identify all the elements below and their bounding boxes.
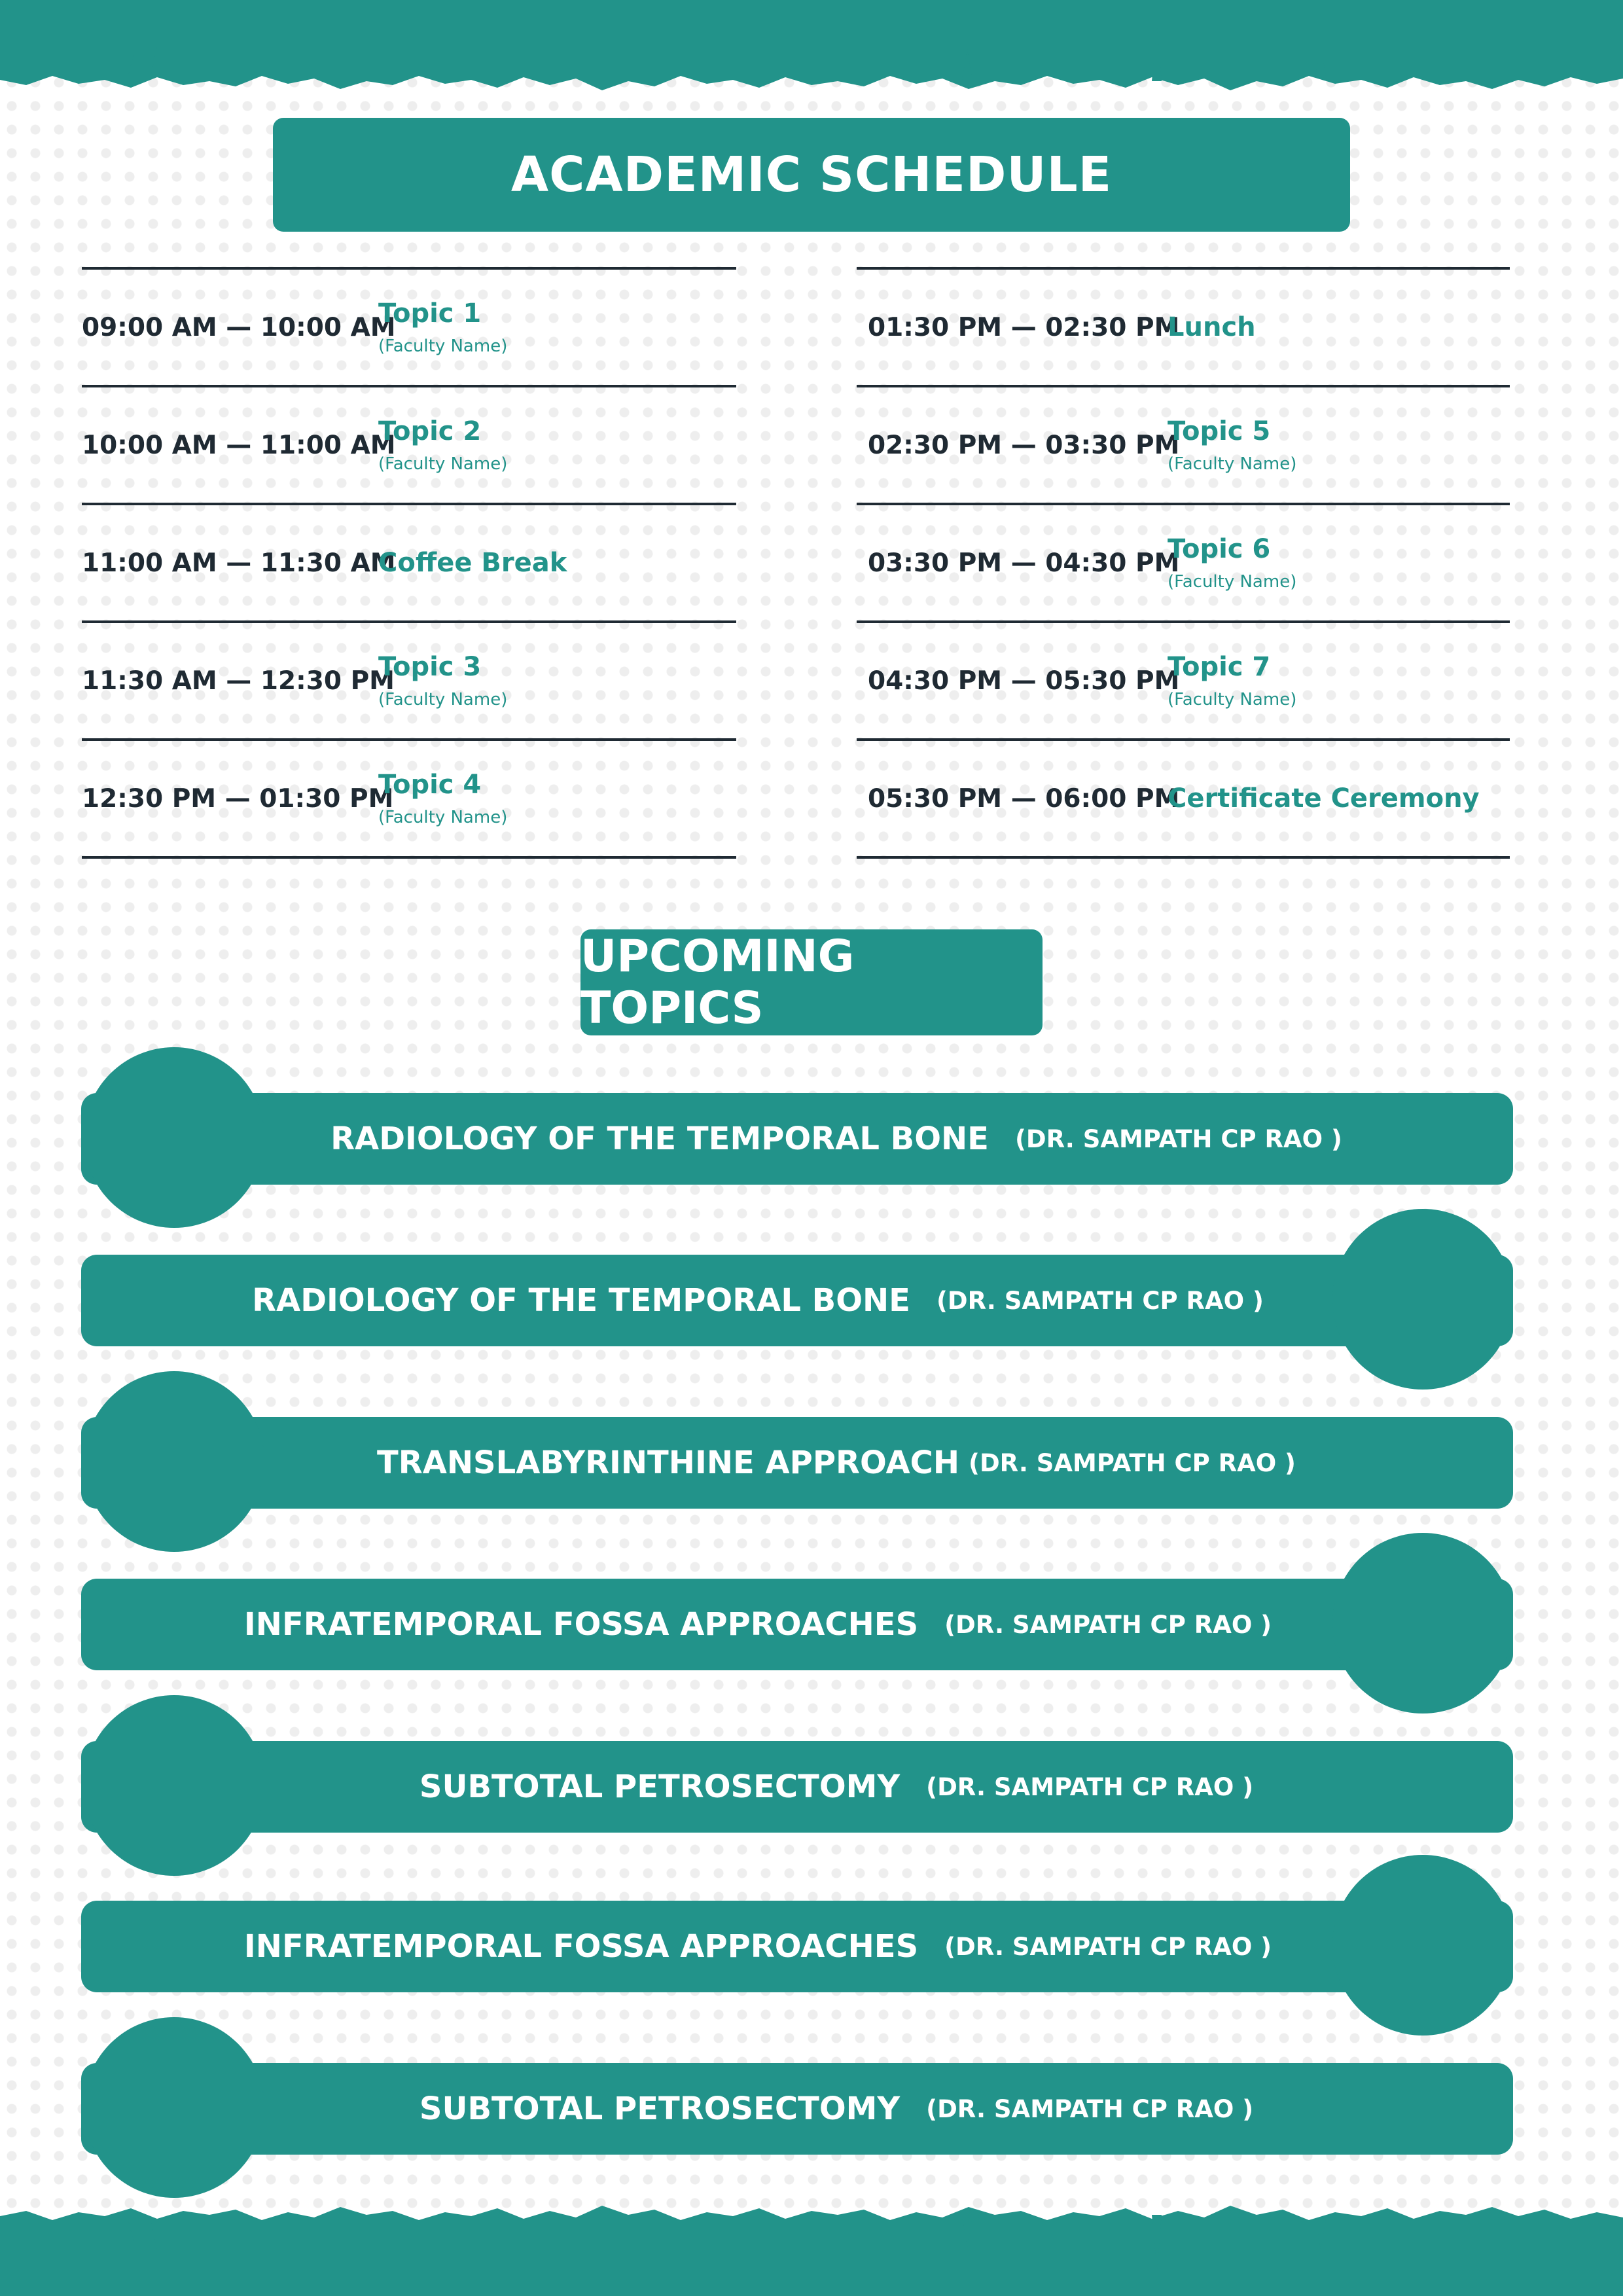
schedule-item-faculty: (Faculty Name) [1168, 690, 1297, 709]
schedule-item-title: Lunch [1168, 312, 1256, 342]
topic-bar [81, 1579, 1513, 1670]
schedule-row [857, 503, 1510, 620]
schedule-item [378, 416, 507, 474]
schedule-item [378, 298, 507, 356]
academic-schedule-title: ACADEMIC SCHEDULE [273, 118, 1350, 232]
schedule-time: 05:30 PM — 06:00 PM [868, 783, 1180, 814]
bottom-decorative-band [0, 2198, 1623, 2296]
upcoming-topic-banner [81, 1209, 1513, 1390]
schedule-row [857, 385, 1510, 503]
topic-circle-decoration [84, 2017, 264, 2198]
schedule-item-faculty: (Faculty Name) [378, 808, 508, 827]
schedule-item-faculty: (Faculty Name) [1168, 454, 1297, 474]
schedule-item [1168, 312, 1256, 342]
schedule-row [857, 738, 1510, 859]
schedule-row [82, 503, 736, 620]
schedule-item-title: Topic 1 [378, 298, 482, 329]
schedule-row [82, 738, 736, 859]
schedule-item-faculty: (Faculty Name) [378, 454, 508, 474]
schedule-time: 11:30 AM — 12:30 PM [82, 666, 395, 696]
schedule-item [378, 770, 507, 827]
schedule-item-title: Topic 7 [1168, 652, 1271, 682]
topic-bar [81, 1741, 1513, 1833]
schedule-item-title: Topic 5 [1168, 416, 1271, 446]
schedule-time: 04:30 PM — 05:30 PM [868, 666, 1180, 696]
upcoming-topic-banner [81, 1695, 1513, 1876]
schedule-item-title: Topic 3 [378, 652, 482, 682]
topic-bar [81, 2063, 1513, 2155]
topic-speaker: (DR. SAMPATH CP RAO ) [926, 1772, 1254, 1801]
topic-name: SUBTOTAL PETROSECTOMY [419, 2090, 901, 2127]
schedule-item-title: Certificate Ceremony [1168, 783, 1480, 814]
schedule-row [82, 267, 736, 385]
schedule-item-title: Topic 2 [378, 416, 482, 446]
upcoming-topics-title: UPCOMING TOPICS [580, 929, 1043, 1035]
upcoming-topic-banner [81, 2017, 1513, 2198]
topic-name: TRANSLABYRINTHINE APPROACH [377, 1444, 960, 1481]
schedule-item-faculty: (Faculty Name) [1168, 572, 1297, 592]
topic-circle-decoration [84, 1371, 264, 1552]
topic-bar [81, 1255, 1513, 1346]
topic-name: RADIOLOGY OF THE TEMPORAL BONE [330, 1121, 989, 1157]
schedule-right-column [857, 267, 1510, 859]
schedule-row [82, 385, 736, 503]
schedule-item-faculty: (Faculty Name) [378, 690, 508, 709]
topic-name: INFRATEMPORAL FOSSA APPROACHES [243, 1928, 919, 1965]
schedule-row [82, 620, 736, 738]
schedule-item-title: Topic 4 [378, 770, 482, 800]
upcoming-topic-banner [81, 1371, 1513, 1552]
topic-circle-decoration [84, 1695, 264, 1876]
schedule-item [378, 548, 567, 578]
topic-circle-decoration [84, 1047, 264, 1228]
schedule-item [1168, 783, 1480, 814]
upcoming-topic-banner [81, 1047, 1513, 1228]
schedule-item [1168, 534, 1296, 592]
topic-circle-decoration [1332, 1209, 1513, 1390]
topic-bar [81, 1901, 1513, 1992]
top-decorative-band [0, 0, 1623, 98]
topic-name: SUBTOTAL PETROSECTOMY [419, 1768, 901, 1805]
schedule-row [857, 267, 1510, 385]
schedule-left-column [82, 267, 736, 859]
schedule-time: 02:30 PM — 03:30 PM [868, 430, 1180, 460]
schedule-item-title: Topic 6 [1168, 534, 1271, 564]
schedule-time: 01:30 PM — 02:30 PM [868, 312, 1180, 342]
upcoming-topic-banner [81, 1533, 1513, 1713]
schedule-item [1168, 416, 1296, 474]
topic-speaker: (DR. SAMPATH CP RAO ) [944, 1610, 1272, 1639]
schedule-time: 10:00 AM — 11:00 AM [82, 430, 396, 460]
schedule-item [378, 652, 507, 709]
schedule-item [1168, 652, 1296, 709]
schedule-time: 09:00 AM — 10:00 AM [82, 312, 396, 342]
topic-speaker: (DR. SAMPATH CP RAO ) [969, 1448, 1296, 1477]
schedule-time: 11:00 AM — 11:30 AM [82, 548, 396, 578]
topic-speaker: (DR. SAMPATH CP RAO ) [944, 1932, 1272, 1961]
upcoming-topic-banner [81, 1855, 1513, 2036]
topic-bar [81, 1093, 1513, 1185]
schedule-time: 03:30 PM — 04:30 PM [868, 548, 1180, 578]
topic-bar [81, 1417, 1513, 1509]
topic-name: RADIOLOGY OF THE TEMPORAL BONE [252, 1282, 910, 1319]
schedule-item-faculty: (Faculty Name) [378, 336, 508, 356]
schedule-item-title: Coffee Break [378, 548, 567, 578]
schedule-row [857, 620, 1510, 738]
topic-speaker: (DR. SAMPATH CP RAO ) [936, 1286, 1264, 1315]
topic-name: INFRATEMPORAL FOSSA APPROACHES [243, 1606, 919, 1643]
schedule-time: 12:30 PM — 01:30 PM [82, 783, 394, 814]
topic-speaker: (DR. SAMPATH CP RAO ) [926, 2094, 1254, 2123]
topic-circle-decoration [1332, 1855, 1513, 2036]
topic-speaker: (DR. SAMPATH CP RAO ) [1014, 1124, 1342, 1153]
topic-circle-decoration [1332, 1533, 1513, 1713]
